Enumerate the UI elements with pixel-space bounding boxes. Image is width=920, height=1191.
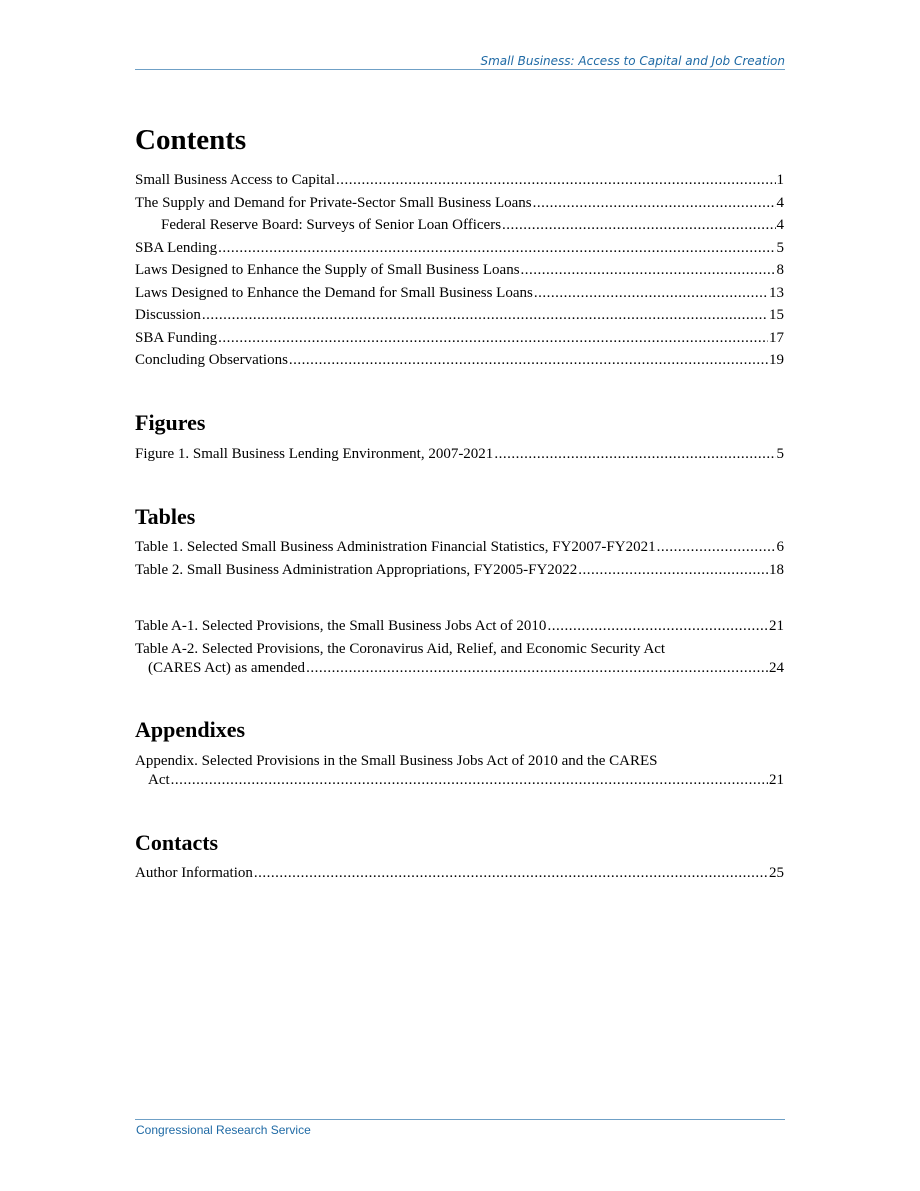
figures-heading: Figures [135,410,206,435]
contacts-heading: Contacts [135,830,219,855]
footer-org: Congressional Research Service [136,1123,311,1137]
appendix-tables-list [135,618,784,682]
figures-list [135,446,784,469]
table-entry-multiline[interactable]: Table A-2. Selected Provisions, the Coronavirus Aid, Relief, and Economic Security Act (CARES Act) as amended ..... 24 [135,641,784,683]
figure-entry[interactable]: Figure 1. Small Business Lending Environment, 2007-2021 ..... 5 [135,446,784,469]
toc-entry[interactable]: SBA Funding ..... 17 [135,330,784,353]
header-rule [135,69,785,70]
toc-subentry[interactable]: Federal Reserve Board: Surveys of Senior Loan Officers ..... 4 [135,217,784,240]
table-entry[interactable]: Table 2. Small Business Administration Appropriations, FY2005-FY2022 ..... 18 [135,562,784,585]
contents-list [135,172,784,375]
tables-heading: Tables [135,504,196,529]
table-entry[interactable]: Table A-1. Selected Provisions, the Small Business Jobs Act of 2010 ..... 21 [135,618,784,641]
contents-heading: Contents [135,124,247,156]
appendix-entry-multiline[interactable]: Appendix. Selected Provisions in the Small Business Jobs Act of 2010 and the CARES Act ..... 21 [135,753,784,795]
footer-rule [135,1119,785,1120]
contact-entry[interactable]: Author Information ..... 25 [135,865,784,888]
toc-entry[interactable]: Laws Designed to Enhance the Supply of Small Business Loans ..... 8 [135,262,784,285]
running-header: Small Business: Access to Capital and Job Creation [480,54,785,68]
toc-entry[interactable]: Discussion ..... 15 [135,307,784,330]
appendixes-list [135,753,784,795]
table-entry-line1: Table A-2. Selected Provisions, the Coronavirus Aid, Relief, and Economic Security Act [135,640,666,657]
tables-list [135,539,784,584]
toc-entry[interactable]: The Supply and Demand for Private-Sector Small Business Loans ..... 4 [135,195,784,218]
toc-entry[interactable]: Small Business Access to Capital ..... 1 [135,172,784,195]
toc-entry[interactable]: Laws Designed to Enhance the Demand for Small Business Loans ..... 13 [135,285,784,308]
table-entry[interactable]: Table 1. Selected Small Business Administration Financial Statistics, FY2007-FY2021 ..... 6 [135,539,784,562]
contacts-list [135,865,784,888]
appendixes-heading: Appendixes [135,717,246,742]
appendix-entry-line1: Appendix. Selected Provisions in the Small Business Jobs Act of 2010 and the CARES [135,753,658,769]
toc-entry[interactable]: SBA Lending ..... 5 [135,240,784,263]
toc-entry[interactable]: Concluding Observations ..... 19 [135,352,784,375]
